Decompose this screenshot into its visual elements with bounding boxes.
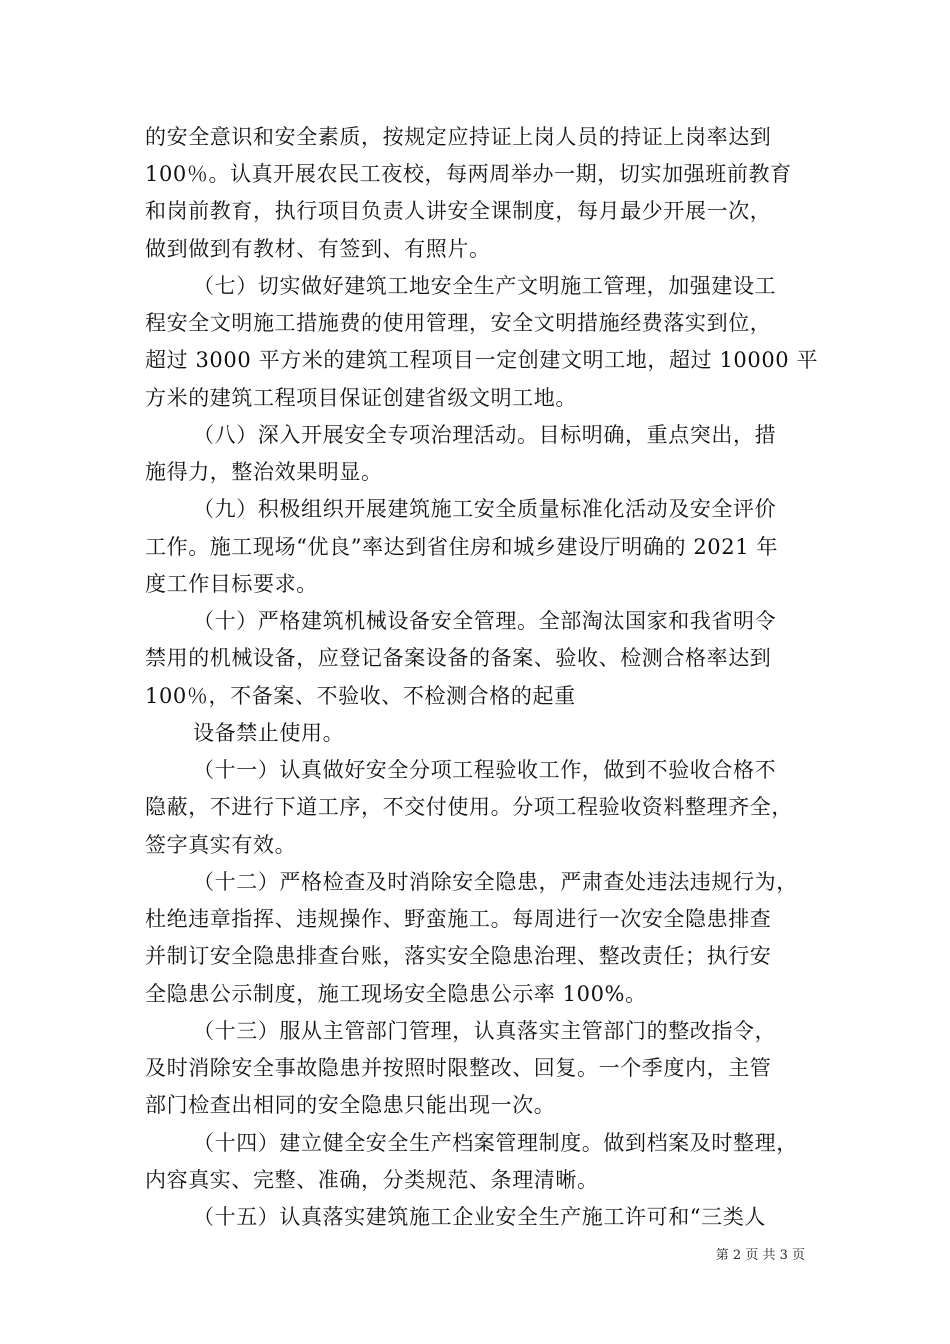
paragraph-10-start: （十）严格建筑机械设备安全管理。全部淘汰国家和我省明令 bbox=[193, 609, 777, 633]
text-line: 和岗前教育，执行项目负责人讲安全课制度，每月最少开展一次， bbox=[145, 199, 772, 223]
text-line: 杜绝违章指挥、违规操作、野蛮施工。每周进行一次安全隐患排查 bbox=[145, 907, 772, 931]
text-line: 度工作目标要求。 bbox=[145, 572, 318, 596]
paragraph-9-start: （九）积极组织开展建筑施工安全质量标准化活动及安全评价 bbox=[193, 497, 777, 521]
paragraph-15-start: （十五）认真落实建筑施工企业安全生产施工许可和“三类人 bbox=[193, 1205, 766, 1229]
text-line: 内容真实、完整、准确，分类规范、条理清晰。 bbox=[145, 1168, 599, 1192]
text-line: 签字真实有效。 bbox=[145, 833, 297, 857]
text-line: 禁用的机械设备，应登记备案设备的备案、验收、检测合格率达到 bbox=[145, 646, 772, 670]
text-line: 超过 3000 平方米的建筑工程项目一定创建文明工地，超过 10000 平 bbox=[145, 348, 819, 372]
paragraph-7-start: （七）切实做好建筑工地安全生产文明施工管理，加强建设工 bbox=[193, 274, 777, 298]
text-line: 的安全意识和安全素质，按规定应持证上岗人员的持证上岗率达到 bbox=[145, 125, 772, 149]
text-line: 方米的建筑工程项目保证创建省级文明工地。 bbox=[145, 386, 577, 410]
text-line: 100％。认真开展农民工夜校，每两周举办一期，切实加强班前教育 bbox=[145, 162, 792, 186]
text-line: 并制订安全隐患排查台账，落实安全隐患治理、整改责任；执行安 bbox=[145, 944, 772, 968]
text-line: 施得力，整治效果明显。 bbox=[145, 460, 383, 484]
text-line: 做到做到有教材、有签到、有照片。 bbox=[145, 237, 491, 261]
text-line: 隐蔽，不进行下道工序，不交付使用。分项工程验收资料整理齐全， bbox=[145, 795, 793, 819]
text-line: 及时消除安全事故隐患并按照时限整改、回复。一个季度内，主管 bbox=[145, 1056, 772, 1080]
text-line: 全隐患公示制度，施工现场安全隐患公示率 100%。 bbox=[145, 982, 647, 1006]
text-line: 程安全文明施工措施费的使用管理，安全文明措施经费落实到位， bbox=[145, 311, 772, 335]
page-number-footer: 第 2 页 共 3 页 bbox=[715, 1248, 805, 1263]
paragraph-14-start: （十四）建立健全安全生产档案管理制度。做到档案及时整理， bbox=[193, 1131, 798, 1155]
text-line: 工作。施工现场“优良”率达到省住房和城乡建设厅明确的 2021 年 bbox=[145, 535, 779, 559]
text-line: 100％，不备案、不验收、不检测合格的起重 bbox=[145, 684, 576, 708]
paragraph-13-start: （十三）服从主管部门管理，认真落实主管部门的整改指令， bbox=[193, 1019, 777, 1043]
text-line: 部门检查出相同的安全隐患只能出现一次。 bbox=[145, 1093, 556, 1117]
paragraph-11-start: （十一）认真做好安全分项工程验收工作，做到不验收合格不 bbox=[193, 758, 777, 782]
paragraph-8-start: （八）深入开展安全专项治理活动。目标明确，重点突出，措 bbox=[193, 423, 777, 447]
paragraph-12-start: （十二）严格检查及时消除安全隐患，严肃查处违法违规行为， bbox=[193, 870, 798, 894]
text-line: 设备禁止使用。 bbox=[193, 721, 345, 745]
